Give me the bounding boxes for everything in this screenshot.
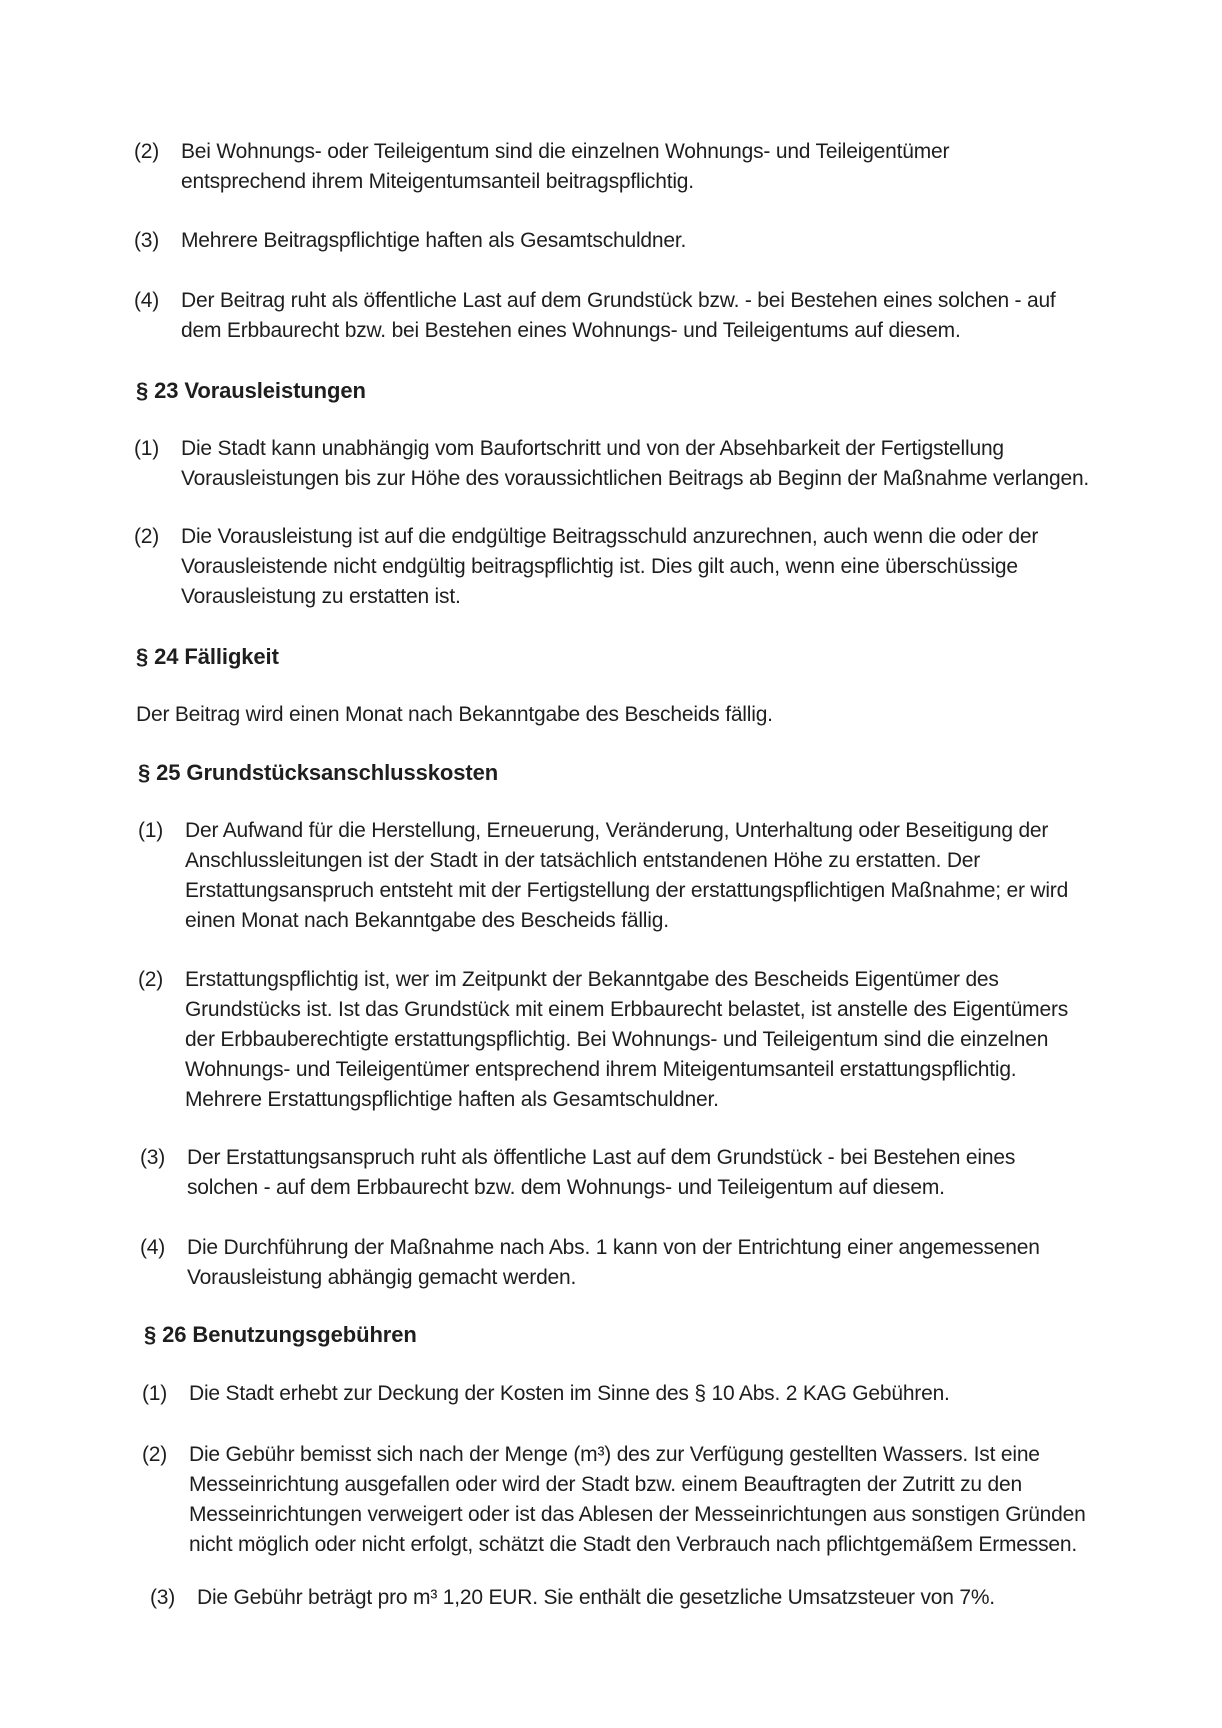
- paragraph-number: (1): [138, 819, 164, 842]
- paragraph-text: Der Aufwand für die Herstellung, Erneuerung, Veränderung, Unterhaltung oder Beseitigung der Anschlussleitungen ist der Stadt in der tatsächlich entstandenen Höhe zu erstatten. Der Erstattungsanspruch entsteht mit der Fertigstellung der erstattungspflichtigen Maßnahme; er wird einen Monat nach Bekanntgabe des Bescheids fällig.: [185, 819, 1069, 932]
- paragraph-text: Die Gebühr bemisst sich nach der Menge (m³) des zur Verfügung gestellten Wassers. Ist eine Messeinrichtung ausgefallen oder wird der Stadt bzw. einem Beauftragten der Zutritt zu den Messeinrichtungen verweigert oder ist das Ablesen der Messeinrichtungen aus sonstigen Gründen nicht möglich oder nicht erfolgt, schätzt die Stadt den Verbrauch nach pflichtgemäßem Ermessen.: [189, 1443, 1086, 1556]
- paragraph-text: Der Beitrag ruht als öffentliche Last auf dem Grundstück bzw. - bei Bestehen eines solchen - auf dem Erbbaurecht bzw. bei Bestehen eines Wohnungs- und Teileigentums auf diesem.: [181, 289, 1056, 342]
- paragraph-22-3: [134, 226, 1074, 256]
- paragraph-text: Die Gebühr beträgt pro m³ 1,20 EUR. Sie enthält die gesetzliche Umsatzsteuer von 7%.: [197, 1586, 995, 1609]
- paragraph-23-2: [134, 522, 1074, 612]
- paragraph-number: (2): [134, 525, 160, 548]
- paragraph-25-4: [140, 1233, 1085, 1293]
- paragraph-22-2: [134, 137, 1074, 197]
- section-heading-23: § 23 Vorausleistungen: [136, 378, 366, 403]
- paragraph-number: (2): [134, 140, 160, 163]
- paragraph-25-1: [138, 816, 1083, 936]
- paragraph-number: (2): [138, 968, 164, 991]
- paragraph-number: (3): [134, 229, 160, 252]
- paragraph-text: Bei Wohnungs- oder Teileigentum sind die einzelnen Wohnungs- und Teileigentümer entsprechend ihrem Miteigentumsanteil beitragspflichtig.: [181, 140, 950, 193]
- paragraph-number: (2): [142, 1443, 168, 1466]
- paragraph-text: Die Stadt kann unabhängig vom Baufortschritt und von der Absehbarkeit der Fertigstellung Vorausleistungen bis zur Höhe des voraussichtlichen Beitrags ab Beginn der Maßnahme verlangen.: [181, 437, 1090, 490]
- paragraph-25-2: [138, 965, 1083, 1115]
- section-heading-24: § 24 Fälligkeit: [136, 644, 279, 669]
- paragraph-text: Mehrere Beitragspflichtige haften als Gesamtschuldner.: [181, 229, 687, 252]
- paragraph-text: Der Erstattungsanspruch ruht als öffentliche Last auf dem Grundstück - bei Bestehen eines solchen - auf dem Erbbaurecht bzw. dem Wohnungs- und Teileigentum auf diesem.: [187, 1146, 1016, 1199]
- paragraph-26-1: [142, 1379, 1087, 1409]
- paragraph-number: (3): [140, 1146, 166, 1169]
- section-heading-25: § 25 Grundstücksanschlusskosten: [138, 760, 499, 785]
- paragraph-text: Die Stadt erhebt zur Deckung der Kosten im Sinne des § 10 Abs. 2 KAG Gebühren.: [189, 1382, 950, 1405]
- paragraph-text: Die Durchführung der Maßnahme nach Abs. 1 kann von der Entrichtung einer angemessenen Vorausleistung abhängig gemacht werden.: [187, 1236, 1040, 1289]
- paragraph-23-1: [134, 434, 1094, 494]
- paragraph-number: (3): [150, 1586, 176, 1609]
- paragraph-25-3: [140, 1143, 1085, 1203]
- paragraph-number: (4): [140, 1236, 166, 1259]
- paragraph-text: Die Vorausleistung ist auf die endgültige Beitragsschuld anzurechnen, auch wenn die oder der Vorausleistende nicht endgültig beitragspflichtig ist. Dies gilt auch, wenn eine überschüssige Vorausleistung zu erstatten ist.: [181, 525, 1039, 608]
- section-heading-26: § 26 Benutzungsgebühren: [144, 1322, 417, 1347]
- paragraph-22-4: [134, 286, 1074, 346]
- paragraph-number: (1): [134, 437, 160, 460]
- paragraph-26-2: [142, 1440, 1087, 1560]
- paragraph-26-3: [150, 1583, 1095, 1613]
- section-24-text: Der Beitrag wird einen Monat nach Bekanntgabe des Bescheids fällig.: [136, 703, 773, 726]
- paragraph-number: (4): [134, 289, 160, 312]
- paragraph-text: Erstattungspflichtig ist, wer im Zeitpunkt der Bekanntgabe des Bescheids Eigentümer des Grundstücks ist. Ist das Grundstück mit einem Erbbaurecht belastet, ist anstelle des Eigentümers der Erbbauberechtigte erstattungspflichtig. Bei Wohnungs- und Teileigentum sind die einzelnen Wohnungs- und Teileigentümer entsprechend ihrem Miteigentumsanteil erstattungspflichtig. Mehrere Erstattungspflichtige haften als Gesamtschuldner.: [185, 968, 1069, 1111]
- paragraph-number: (1): [142, 1382, 168, 1405]
